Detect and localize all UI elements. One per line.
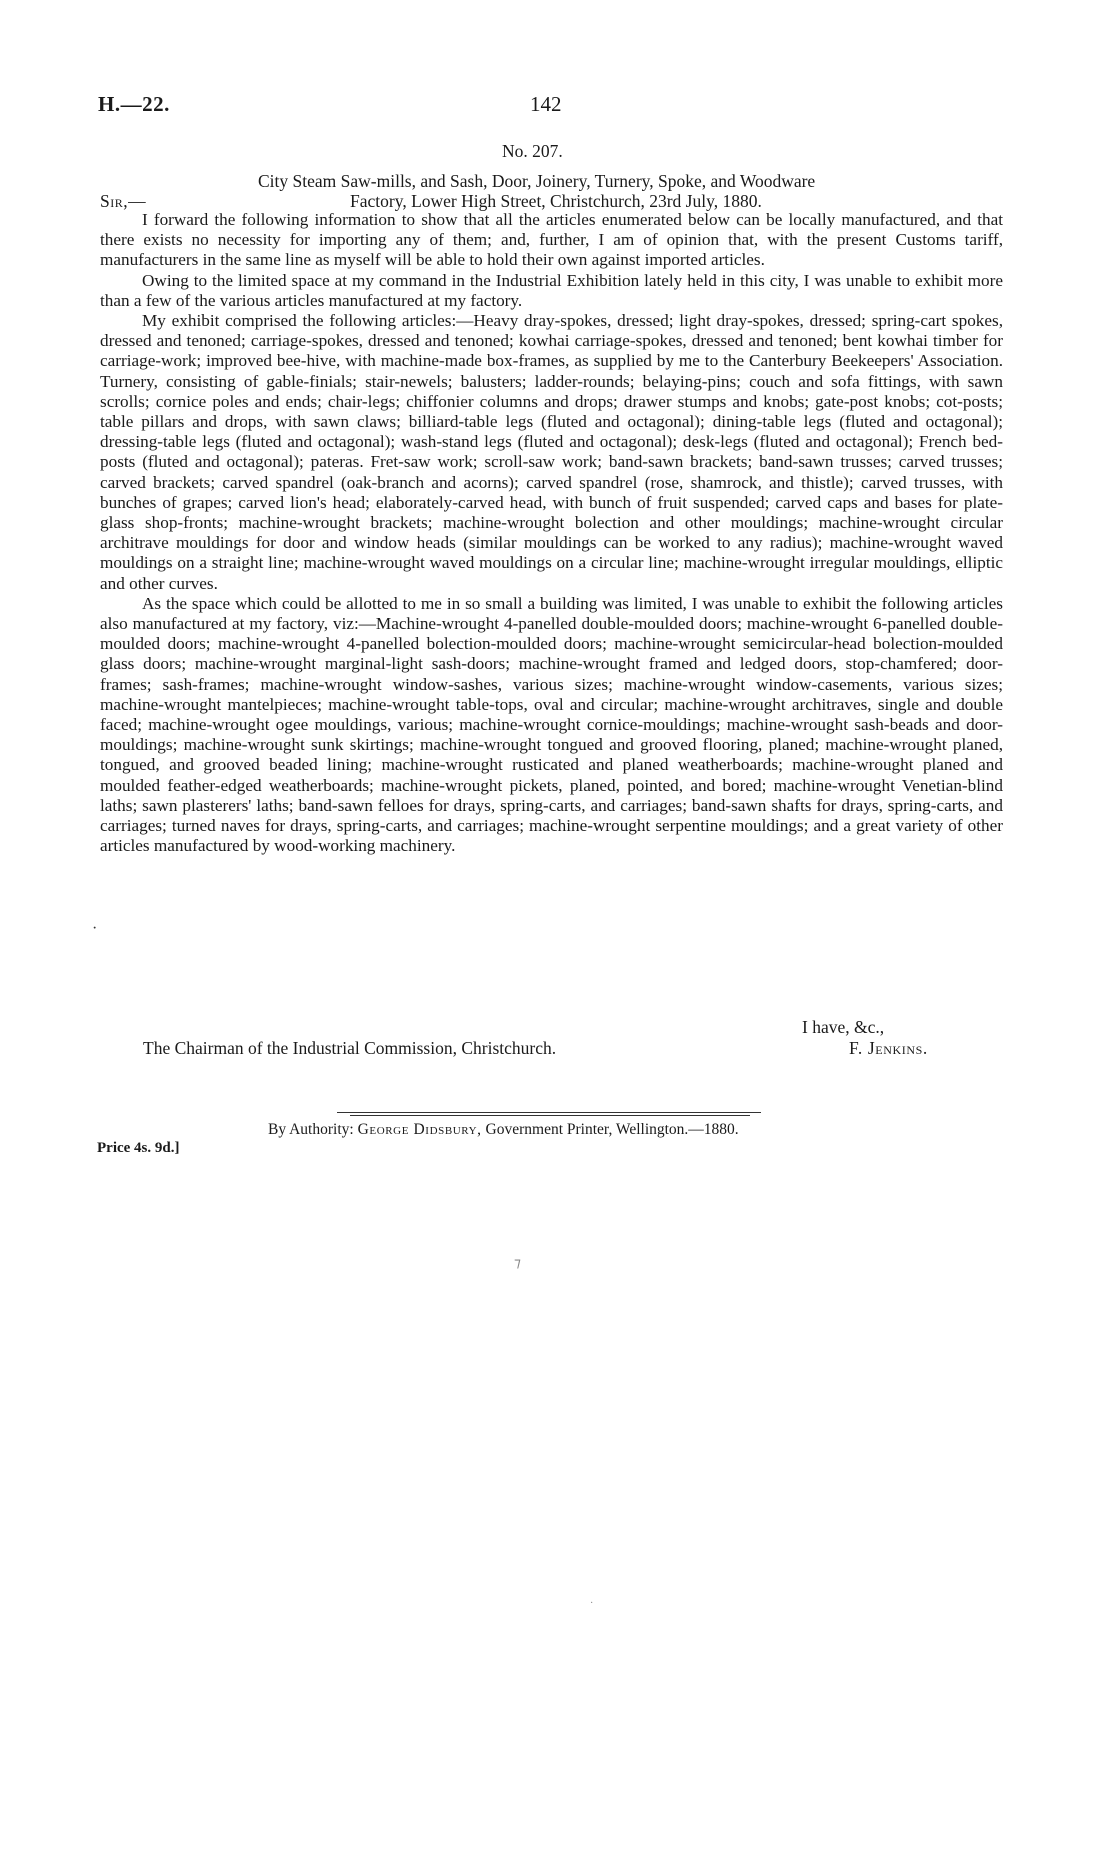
letter-body: [100, 210, 1003, 857]
price: Price 4s. 9d.]: [97, 1140, 180, 1156]
paragraph-2: Owing to the limited space at my command in the Industrial Exhibition lately held in this city, I was unable to exhibit more than a few of the various articles manufactured at my factory.: [100, 270, 1003, 310]
paragraph-4: As the space which could be allotted to me in so small a building was limited, I was unable to exhibit the following articles also manufactured at my factory, viz:—Machine-wrought 4-panelled double-moulded doors; machine-wrought 6-panelled double-moulded doors; machine-wrought 4-panelled bolection-moulded doors; machine-wrought semicircular-head bolection-moulded glass doors; machine-wrought marginal-light sash-doors; machine-wrought framed and ledged doors, stop-chamfered; door-frames; sash-frames; machine-wrought window-sashes, various sizes; machine-wrought window-casements, various sizes; machine-wrought mantelpieces; machine-wrought table-tops, oval and circular; machine-wrought architraves, single and double faced; machine-wrought ogee mouldings, various; machine-wrought cornice-mouldings; machine-wrought sash-beads and door-mouldings; machine-wrought sunk skirtings; machine-wrought tongued and grooved flooring, planed; machine-wrought planed, tongued, and grooved beaded lining; machine-wrought rusticated and planed weatherboards; machine-wrought planed and moulded feather-edged weatherboards; machine-wrought pickets, planed, pointed, and bored; machine-wrought Venetian-blind laths; sawn plasterers' laths; band-sawn felloes for drays, spring-carts, and carriages; band-sawn shafts for drays, spring-carts, and carriages; turned naves for drays, spring-carts, and carriages; machine-wrought serpentine mouldings; and a great variety of other articles manufactured by wood-working machinery.: [100, 593, 1003, 856]
address-line-1: City Steam Saw-mills, and Sash, Door, Joinery, Turnery, Spoke, and Woodware: [258, 171, 816, 191]
salutation: Sir,—: [100, 191, 147, 211]
letter-number: No. 207.: [502, 141, 563, 161]
document-reference: H.—22.: [98, 92, 170, 116]
footer-rule-inner: [350, 1115, 750, 1116]
authority-suffix: Government Printer, Wellington.—1880.: [485, 1121, 739, 1138]
paragraph-1: I forward the following information to show that all the articles enumerated below can be locally manufactured, and that there exists no necessity for importing any of them; and, further, I am of opinion that, with the present Customs tariff, manufacturers in the same line as myself will be able to hold their own against imported articles.: [100, 210, 1003, 270]
printer-name: George Didsbury,: [357, 1121, 482, 1138]
closing: I have, &c.,: [802, 1017, 885, 1037]
footer-rule: [337, 1112, 761, 1113]
signature: F. Jenkins.: [849, 1038, 928, 1058]
page-number: 142: [530, 92, 562, 116]
addressee: The Chairman of the Industrial Commission, Christchurch.: [143, 1038, 557, 1058]
printing-authority: [268, 1121, 739, 1139]
ink-mark: ⁊: [514, 1256, 521, 1271]
paragraph-3: My exhibit comprised the following articles:—Heavy dray-spokes, dressed; light dray-spokes, dressed; spring-cart spokes, dressed and tenoned; carriage-spokes, dressed and tenoned; kowhai carriage-spokes, dressed and tenoned; bent kowhai timber for carriage-work; improved bee-hive, with machine-made box-frames, as supplied by me to the Canterbury Beekeepers' Association. Turnery, consisting of gable-finials; stair-newels; balusters; ladder-rounds; belaying-pins; couch and sofa fittings, with sawn scrolls; cornice poles and ends; chair-legs; chiffonier columns and drops; drawer stumps and knobs; gate-post knobs; cot-posts; table pillars and drops, with sawn claws; billiard-table legs (fluted and octagonal); dining-table legs (fluted and octagonal); dressing-table legs (fluted and octagonal); wash-stand legs (fluted and octagonal); desk-legs (fluted and octagonal); French bed-posts (fluted and octagonal); pateras. Fret-saw work; scroll-saw work; band-sawn brackets; band-sawn trusses; carved trusses; carved brackets; carved spandrel (oak-branch and acorns); carved spandrel (rose, shamrock, and thistle); carved trusses, with bunches of grapes; carved lion's head; elaborately-carved head, with bunch of fruit suspended; carved caps and bases for plate-glass shop-fronts; machine-wrought brackets; machine-wrought bolection and other mouldings; machine-wrought circular architrave mouldings for door and window heads (similar mouldings can be worked to any radius); machine-wrought waved mouldings on a straight line; machine-wrought waved mouldings on a circular line; machine-wrought irregular mouldings, elliptic and other curves.: [100, 311, 1003, 593]
ink-dot: ·: [590, 1598, 594, 1609]
authority-prefix: By Authority:: [268, 1121, 354, 1138]
margin-dot: ·: [92, 920, 98, 937]
address-line-2: Factory, Lower High Street, Christchurch, 23rd July, 1880.: [350, 191, 762, 211]
sender-address: [258, 171, 978, 211]
